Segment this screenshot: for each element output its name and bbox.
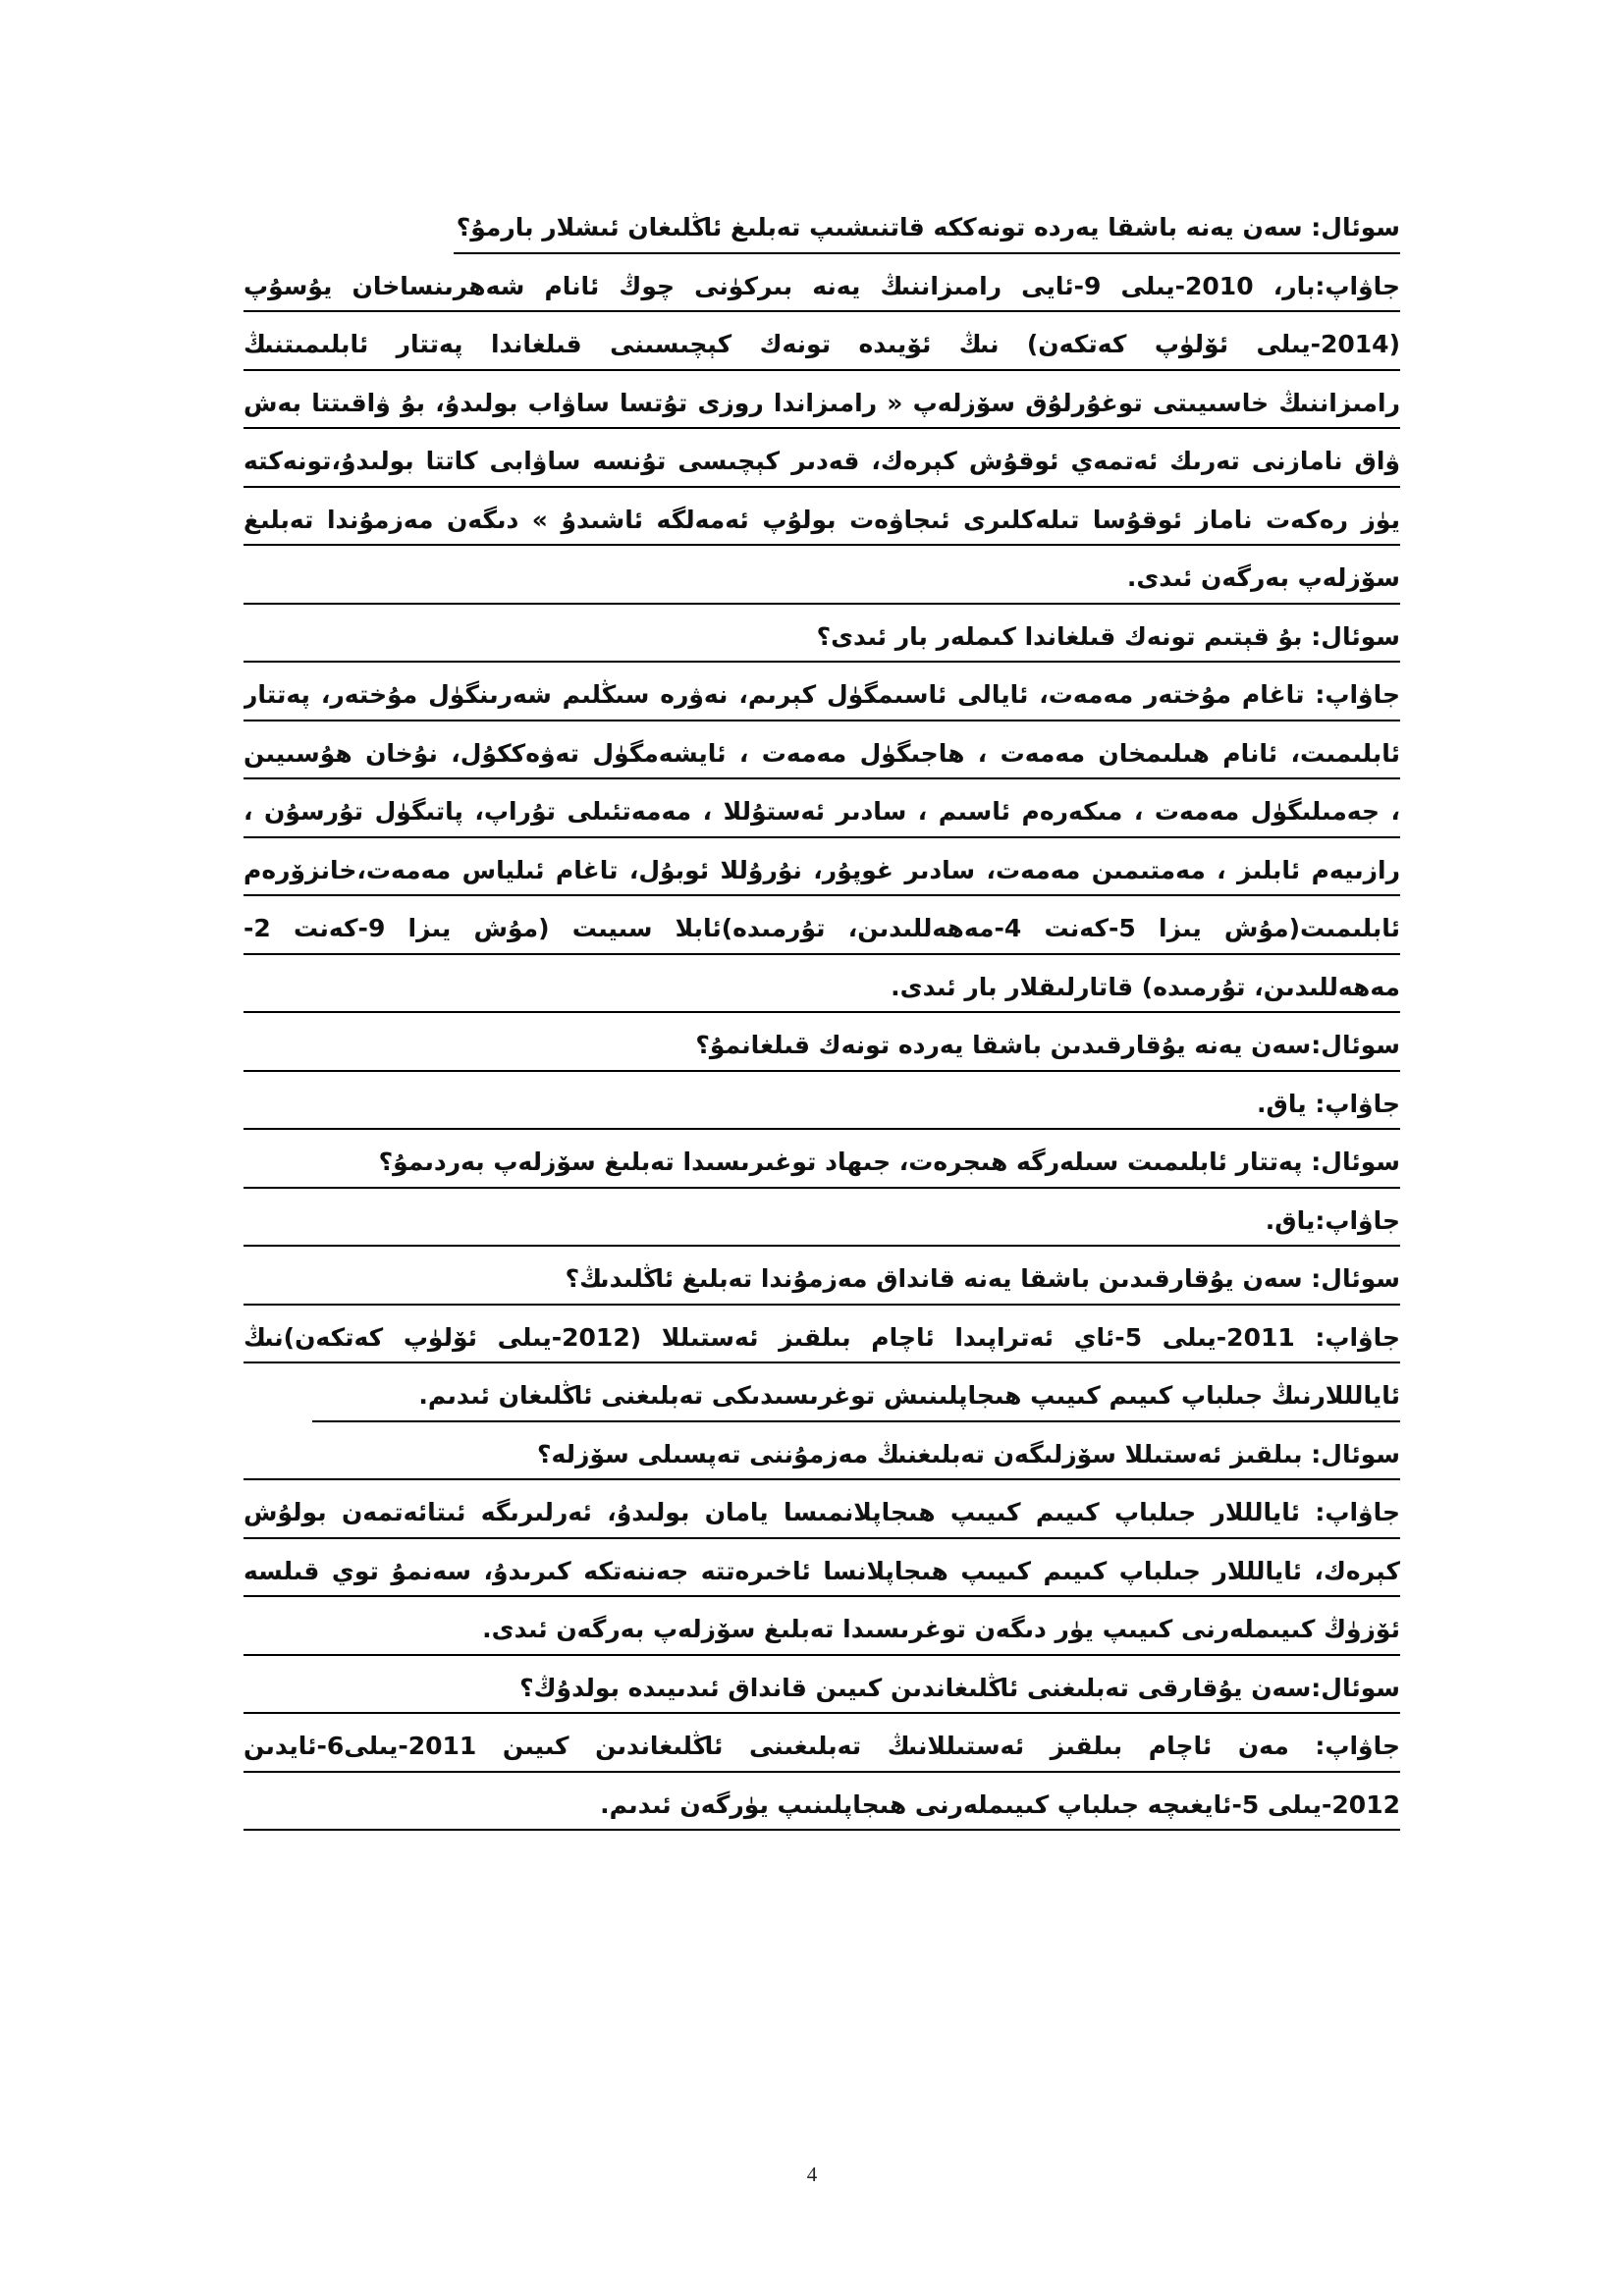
text-line: سوئال:سەن يۇقارقى تەبلىغنى ئاڭلىغاندىن كىيىن قانداق ئىدىيىدە بولدۇڭ؟	[244, 1662, 1400, 1721]
text-line: ئايالللارنىڭ جىلباپ كىيىم كىيىپ ھىجاپلىنىش توغرىسىدىكى تەبلىغنى ئاڭلىغان ئىدىم.	[244, 1369, 1400, 1428]
text-line: سوئال: بۇ قېتىم تونەك قىلغاندا كىملەر بار ئىدى؟	[244, 611, 1400, 669]
text-line: ۋاق نامازنى تەرىك ئەتمەي ئوقۇش كېرەك، قەدىر كېچىسى تۇنسە ساۋابى كاتتا بولىدۇ،تونەكتە	[244, 435, 1400, 494]
text-line: ئابلىمىت(مۇش يىزا 5-كەنت 4-مەھەللىدىن، تۇرمىدە)ئابلا سىيىت (مۇش يىزا 9-كەنت 2-	[244, 902, 1400, 961]
text-line: رازىيەم ئابلىز ، مەمتىمىن مەمەت، سادىر غوپۇر، نۇرۇللا ئوبۇل، تاغام ئىلياس مەمەت،خانزۆرەم	[244, 844, 1400, 903]
page-number: 4	[806, 2163, 818, 2186]
text-line: سوئال: سەن يۇقارقىدىن باشقا يەنە قانداق مەزمۇندا تەبلىغ ئاڭلىدىڭ؟	[244, 1253, 1400, 1311]
text-line: رامىزاننىڭ خاسىيىتى توغۇرلۇق سۆزلەپ « رامىزاندا روزى تۇتسا ساۋاب بولىدۇ، بۇ ۋاقىتتا بەش	[244, 377, 1400, 436]
text-line: سوئال: سەن يەنە باشقا يەردە تونەككە قاتنىشىپ تەبلىغ ئاڭلىغان ئىشلار بارمۇ؟	[244, 201, 1400, 260]
text-line: جاۋاپ: تاغام مۇختەر مەمەت، ئايالى ئاسىمگۈل كېرىم، نەۋرە سىڭلىم شەرىنگۈل مۇختەر، پەتتار	[244, 668, 1400, 727]
text-line: سوئال: پەتتار ئابلىمىت سىلەرگە ھىجرەت، جىھاد توغىرىسىدا تەبلىغ سۆزلەپ بەردىمۇ؟	[244, 1136, 1400, 1195]
interrogation-text	[244, 201, 1400, 1837]
text-line: جاۋاپ: ياق.	[244, 1078, 1400, 1137]
text-line: مەھەللىدىن، تۇرمىدە) قاتارلىقلار بار ئىدى.	[244, 961, 1400, 1020]
text-line: يۈز رەكەت ناماز ئوقۇسا تىلەكلىرى ئىجاۋەت بولۇپ ئەمەلگە ئاشىدۇ » دىگەن مەزمۇندا تەبلىغ	[244, 494, 1400, 553]
text-line: ئابلىمىت، ئانام ھىلىمخان مەمەت ، ھاجىگۈل مەمەت ، ئايشەمگۈل تەۋەككۇل، نۇخان ھۇسىيىن	[244, 727, 1400, 786]
text-line: جاۋاپ: 2011-يىلى 5-ئاي ئەتراپىدا ئاچام بىلقىز ئەستىللا (2012-يىلى ئۆلۈپ كەتكەن)نىڭ	[244, 1311, 1400, 1370]
text-line: 2012-يىلى 5-ئايغىچە جىلباپ كىيىملەرنى ھىجاپلىنىپ يۈرگەن ئىدىم.	[244, 1779, 1400, 1838]
text-line: جاۋاپ:بار، 2010-يىلى 9-ئايى رامىزاننىڭ يەنە بىركۈنى چوڭ ئانام شەھرىنساخان يۇسۇپ	[244, 260, 1400, 319]
text-line: جاۋاپ:ياق.	[244, 1195, 1400, 1254]
text-line: جاۋاپ: مەن ئاچام بىلقىز ئەستىللانىڭ تەبلىغىنى ئاڭلىغاندىن كىيىن 2011-يىلى6-ئايدىن	[244, 1720, 1400, 1779]
text-line: ئۆزۈڭ كىيىملەرنى كىيىپ يۈر دىگەن توغرىسىدا تەبلىغ سۆزلەپ بەرگەن ئىدى.	[244, 1603, 1400, 1662]
text-line: سوئال: بىلقىز ئەستىللا سۆزلىگەن تەبلىغنىڭ مەزمۇننى تەپسىلى سۆزلە؟	[244, 1428, 1400, 1487]
text-line: ، جەمىلىگۈل مەمەت ، مىكەرەم ئاسىم ، سادىر ئەستۇللا ، مەمەتئىلى تۇراپ، پاتىگۈل تۇرسۇن ،	[244, 785, 1400, 844]
text-line: سۆزلەپ بەرگەن ئىدى.	[244, 552, 1400, 611]
text-line: كېرەك، ئايالللار جىلباپ كىيىم كىيىپ ھىجاپلانسا ئاخىرەتتە جەننەتكە كىرىدۇ، سەنمۇ توي قىلسە	[244, 1545, 1400, 1604]
text-line: جاۋاپ: ئايالللار جىلباپ كىيىم كىيىپ ھىجاپلانمىسا يامان بولىدۇ، ئەرلىرىگە ئىتائەتمەن بولۇش	[244, 1486, 1400, 1545]
text-line: (2014-يىلى ئۆلۈپ كەتكەن) نىڭ ئۆيىدە تونەك كېچىسىنى قىلغاندا پەتتار ئابلىمىتنىڭ	[244, 318, 1400, 377]
text-line: سوئال:سەن يەنە يۇقارقىدىن باشقا يەردە تونەك قىلغانمۇ؟	[244, 1019, 1400, 1078]
